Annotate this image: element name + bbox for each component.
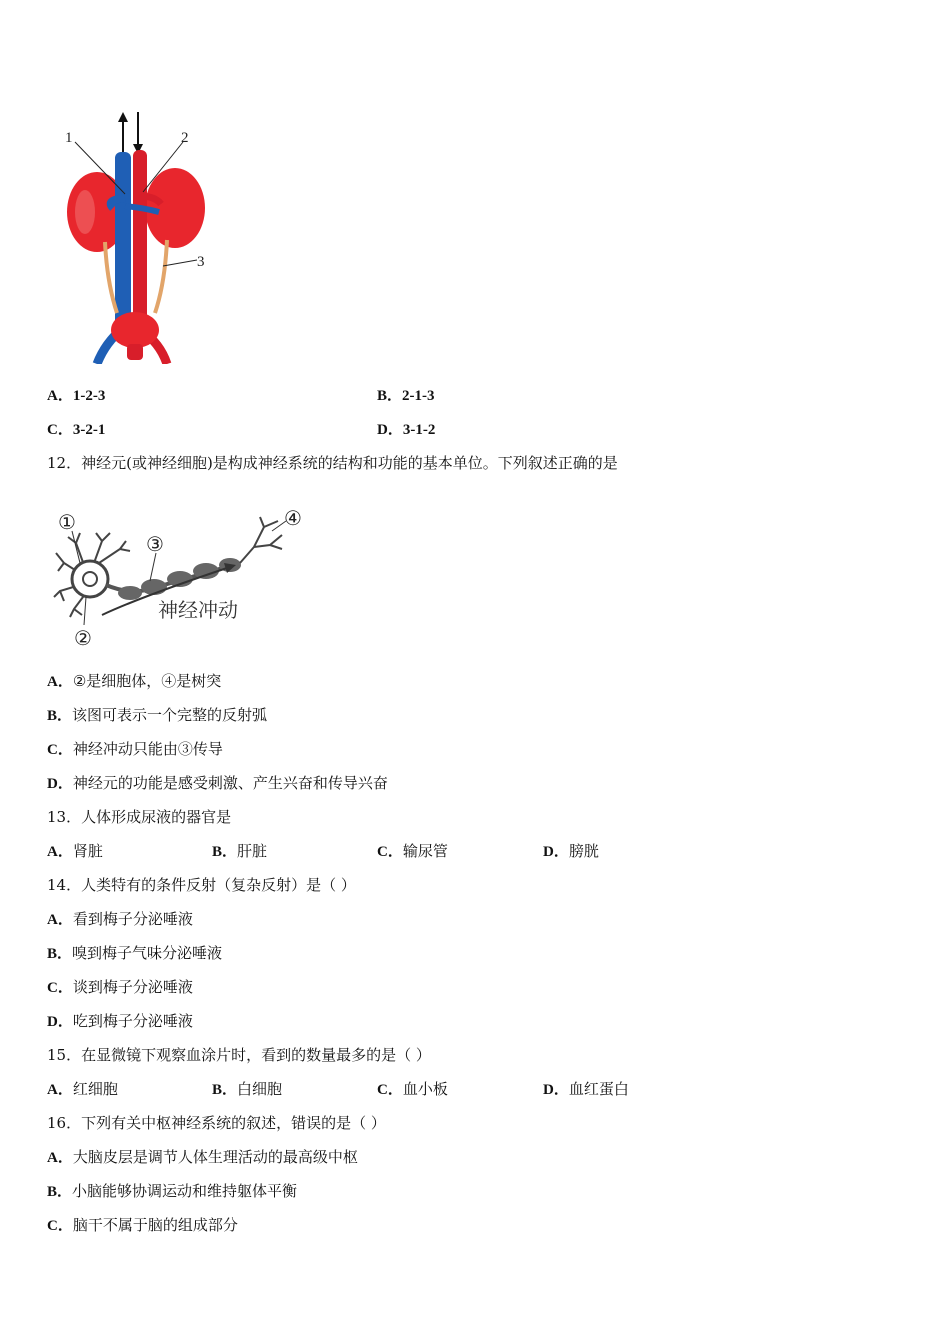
option-text: 输尿管 xyxy=(402,842,448,860)
q16-option-c xyxy=(47,1215,238,1236)
option-label: B． xyxy=(47,946,73,962)
q15-option-c xyxy=(377,1079,448,1100)
option-text: 看到梅子分泌唾液 xyxy=(72,910,193,928)
option-label: D． xyxy=(543,1082,569,1098)
option-label: D． xyxy=(47,1014,73,1030)
q14-stem: 14．人类特有的条件反射（复杂反射）是（ ） xyxy=(47,876,356,894)
q15-stem: 15．在显微镜下观察血涂片时，看到的数量最多的是（ ） xyxy=(47,1046,431,1064)
q16-option-b xyxy=(47,1181,297,1202)
q13-stem: 13．人体形成尿液的器官是 xyxy=(47,808,232,826)
option-text: 1-2-3 xyxy=(72,388,106,404)
option-text: 血红蛋白 xyxy=(568,1080,629,1098)
option-text: 红细胞 xyxy=(72,1080,118,1098)
option-label: A． xyxy=(47,844,73,860)
option-label: C． xyxy=(47,1218,73,1234)
option-label: D． xyxy=(543,844,569,860)
q11-option-d xyxy=(377,419,435,440)
q12-stem: 12．神经元(或神经细胞)是构成神经系统的结构和功能的基本单位。下列叙述正确的是 xyxy=(47,454,618,472)
option-text: 白细胞 xyxy=(237,1080,283,1098)
option-label: A． xyxy=(47,388,73,404)
option-label: A． xyxy=(47,1150,73,1166)
q11-option-b xyxy=(377,385,435,406)
q13-option-c xyxy=(377,841,448,862)
option-text: ②是细胞体，④是树突 xyxy=(72,672,222,690)
q12-option-d xyxy=(47,773,388,794)
q11-option-a xyxy=(47,385,105,406)
option-text: 肝脏 xyxy=(237,842,268,860)
q14-option-b xyxy=(47,943,222,964)
q14-option-c xyxy=(47,977,193,998)
q15-option-a xyxy=(47,1079,118,1100)
q12-option-c xyxy=(47,739,223,760)
figure-label-3: 3 xyxy=(197,254,205,270)
option-label: C． xyxy=(47,742,73,758)
neuron-label-4: ④ xyxy=(284,506,302,530)
option-label: C． xyxy=(377,844,403,860)
option-text: 嗅到梅子气味分泌唾液 xyxy=(72,944,223,962)
option-text: 大脑皮层是调节人体生理活动的最高级中枢 xyxy=(72,1148,358,1166)
q14-option-d xyxy=(47,1011,193,1032)
option-text: 吃到梅子分泌唾液 xyxy=(72,1012,193,1030)
option-text: 血小板 xyxy=(402,1080,448,1098)
q12-option-a xyxy=(47,671,221,692)
q15-option-b xyxy=(212,1079,282,1100)
option-label: C． xyxy=(47,980,73,996)
option-label: B． xyxy=(212,844,238,860)
option-label: B． xyxy=(212,1082,238,1098)
neuron-label-3: ③ xyxy=(146,532,164,556)
q15-option-d xyxy=(543,1079,629,1100)
figure-label-2: 2 xyxy=(181,130,189,146)
q13-option-d xyxy=(543,841,599,862)
q13-option-a xyxy=(47,841,103,862)
option-label: B． xyxy=(377,388,403,404)
q11-option-c xyxy=(47,419,105,440)
option-text: 肾脏 xyxy=(72,842,103,860)
neuron-label-1: ① xyxy=(58,510,76,534)
neuron-label-2: ② xyxy=(74,626,92,650)
q16-stem: 16．下列有关中枢神经系统的叙述，错误的是（ ） xyxy=(47,1114,386,1132)
urinary-system-figure xyxy=(55,108,225,364)
neuron-figure xyxy=(50,505,310,653)
option-text: 谈到梅子分泌唾液 xyxy=(72,978,193,996)
option-text: 3-2-1 xyxy=(72,422,106,438)
option-label: C． xyxy=(377,1082,403,1098)
option-label: D． xyxy=(47,776,73,792)
option-label: A． xyxy=(47,912,73,928)
option-text: 小脑能够协调运动和维持躯体平衡 xyxy=(72,1182,298,1200)
option-text: 脑干不属于脑的组成部分 xyxy=(72,1216,238,1234)
q16-option-a xyxy=(47,1147,358,1168)
figure-label-1: 1 xyxy=(65,130,73,146)
option-label: C． xyxy=(47,422,73,438)
q14-option-a xyxy=(47,909,193,930)
option-text: 神经冲动只能由③传导 xyxy=(72,740,223,758)
neuron-caption: 神经冲动 xyxy=(158,598,238,622)
option-label: B． xyxy=(47,1184,73,1200)
q12-option-b xyxy=(47,705,267,726)
option-label: A． xyxy=(47,674,73,690)
option-label: A． xyxy=(47,1082,73,1098)
q13-option-b xyxy=(212,841,267,862)
option-label: B． xyxy=(47,708,73,724)
option-text: 该图可表示一个完整的反射弧 xyxy=(72,706,268,724)
option-label: D． xyxy=(377,422,403,438)
option-text: 膀胱 xyxy=(568,842,599,860)
option-text: 神经元的功能是感受刺激、产生兴奋和传导兴奋 xyxy=(72,774,388,792)
option-text: 2-1-3 xyxy=(402,388,435,404)
option-text: 3-1-2 xyxy=(402,422,436,438)
